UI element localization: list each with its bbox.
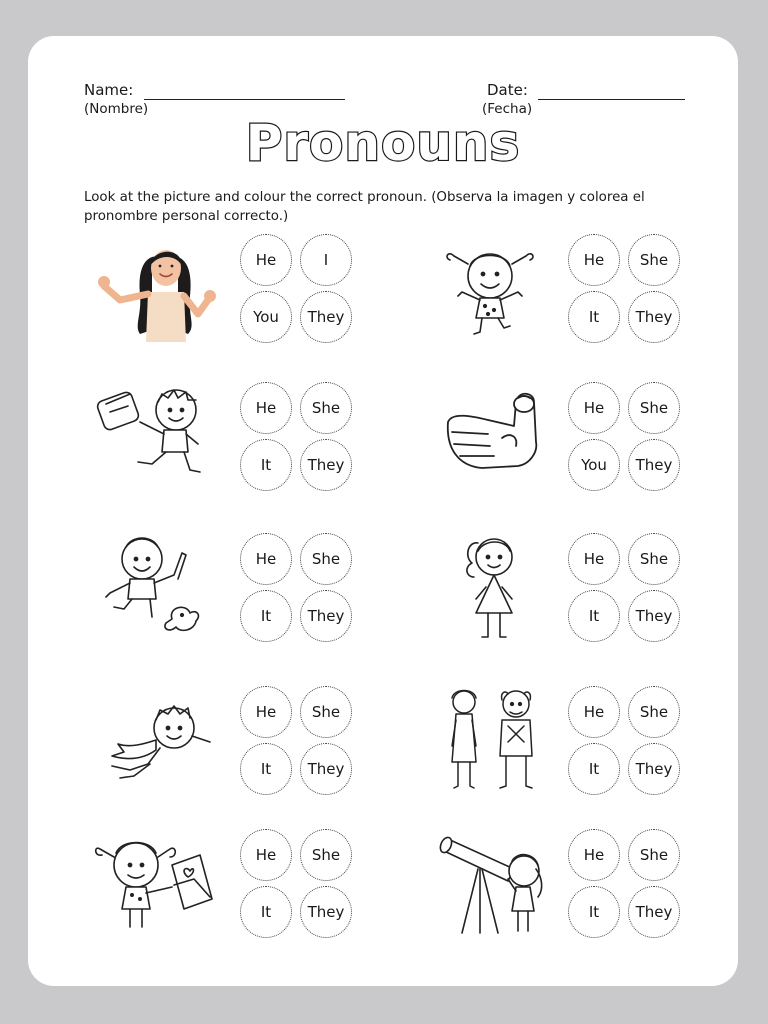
exercise-9 <box>90 829 420 949</box>
pronoun-option[interactable]: She <box>300 533 352 585</box>
pronoun-option[interactable]: They <box>300 743 352 795</box>
pronoun-option[interactable]: It <box>568 590 620 642</box>
worksheet <box>28 36 738 986</box>
pronoun-option[interactable]: He <box>240 382 292 434</box>
pronoun-option[interactable]: She <box>628 382 680 434</box>
pronoun-option[interactable]: They <box>628 743 680 795</box>
name-label: Name: <box>84 81 134 99</box>
woman-pointing-illustration <box>90 234 220 344</box>
pronoun-option[interactable]: You <box>240 291 292 343</box>
pronoun-options <box>240 533 360 645</box>
pronoun-option[interactable]: He <box>568 829 620 881</box>
pronoun-options <box>568 686 688 798</box>
grandparents-illustration <box>418 686 548 796</box>
pronoun-options <box>240 234 360 346</box>
pronoun-option[interactable]: She <box>300 686 352 738</box>
pronoun-option[interactable]: They <box>300 439 352 491</box>
pronoun-option[interactable]: She <box>628 533 680 585</box>
pronoun-option[interactable]: It <box>568 886 620 938</box>
girl-standing-illustration <box>418 533 548 643</box>
exercise-3 <box>90 382 420 502</box>
pronoun-option[interactable]: She <box>628 829 680 881</box>
pronoun-option[interactable]: It <box>240 590 292 642</box>
pronoun-options <box>568 234 688 346</box>
exercise-4 <box>418 382 748 502</box>
pronoun-option[interactable]: It <box>240 886 292 938</box>
exercise-7 <box>90 686 420 806</box>
pronoun-option[interactable]: He <box>240 234 292 286</box>
exercise-1 <box>90 234 420 354</box>
pronoun-option[interactable]: He <box>240 829 292 881</box>
pronoun-option[interactable]: They <box>628 590 680 642</box>
exercise-5 <box>90 533 420 653</box>
boy-with-dog-illustration <box>90 533 220 643</box>
pronoun-option[interactable]: He <box>568 382 620 434</box>
pronoun-option[interactable]: It <box>240 439 292 491</box>
pronoun-option[interactable]: They <box>628 439 680 491</box>
instructions: Look at the picture and colour the correct pronoun. (Observa la imagen y colorea el pronombre personal correcto.) <box>84 190 645 224</box>
boy-with-backpack-illustration <box>90 382 220 492</box>
pronoun-option[interactable]: It <box>568 291 620 343</box>
pronoun-option[interactable]: He <box>568 533 620 585</box>
pronoun-option[interactable]: They <box>628 291 680 343</box>
pronoun-option[interactable]: She <box>628 234 680 286</box>
pronoun-option[interactable]: He <box>240 686 292 738</box>
pronoun-options <box>568 533 688 645</box>
pronoun-option[interactable]: He <box>568 686 620 738</box>
girl-jumping-illustration <box>418 234 548 344</box>
pronoun-options <box>568 829 688 941</box>
name-sub-label: (Nombre) <box>84 101 149 117</box>
pronoun-option[interactable]: They <box>300 886 352 938</box>
page-title: Pronouns <box>245 114 521 172</box>
boy-flying-illustration <box>90 686 220 796</box>
pronoun-option[interactable]: They <box>628 886 680 938</box>
exercise-10 <box>418 829 748 949</box>
name-line[interactable] <box>144 99 345 100</box>
exercise-6 <box>418 533 748 653</box>
date-sub-label: (Fecha) <box>482 101 533 117</box>
pronoun-option[interactable]: You <box>568 439 620 491</box>
pronoun-option[interactable]: She <box>300 829 352 881</box>
date-label: Date: <box>487 81 528 99</box>
pointing-hand-illustration <box>418 382 548 492</box>
pronoun-options <box>568 382 688 494</box>
exercise-2 <box>418 234 748 354</box>
pronoun-option[interactable]: It <box>240 743 292 795</box>
pronoun-option[interactable]: He <box>568 234 620 286</box>
pronoun-options <box>240 686 360 798</box>
pronoun-option[interactable]: She <box>628 686 680 738</box>
pronoun-option[interactable]: She <box>300 382 352 434</box>
pronoun-option[interactable]: It <box>568 743 620 795</box>
date-line[interactable] <box>538 99 685 100</box>
girl-with-telescope-illustration <box>418 829 548 939</box>
exercise-8 <box>418 686 748 806</box>
pronoun-option[interactable]: He <box>240 533 292 585</box>
pronoun-option[interactable]: I <box>300 234 352 286</box>
pronoun-options <box>240 829 360 941</box>
pronoun-option[interactable]: They <box>300 590 352 642</box>
pronoun-options <box>240 382 360 494</box>
pronoun-option[interactable]: They <box>300 291 352 343</box>
girl-with-letter-illustration <box>90 829 220 939</box>
